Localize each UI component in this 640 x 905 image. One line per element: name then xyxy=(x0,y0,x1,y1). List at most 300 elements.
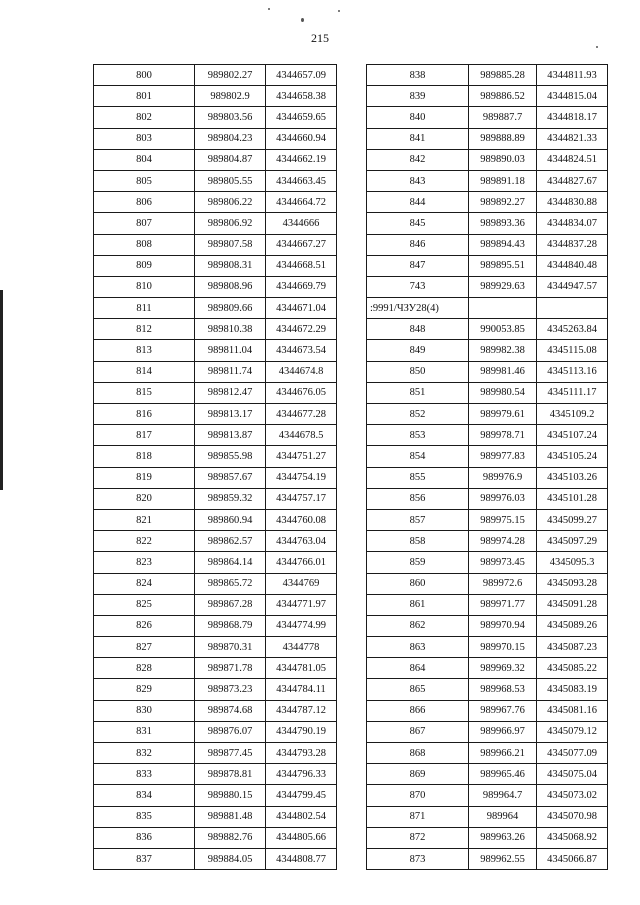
x-coordinate-cell: 989975.15 xyxy=(469,509,537,530)
table-row xyxy=(94,594,337,615)
point-number-cell: 800 xyxy=(94,65,195,86)
point-number-cell: 822 xyxy=(94,531,195,552)
point-number-cell: 828 xyxy=(94,658,195,679)
x-coordinate-cell: 989882.76 xyxy=(195,827,266,848)
table-row xyxy=(367,827,608,848)
table-row xyxy=(367,128,608,149)
point-number-cell: 860 xyxy=(367,573,469,594)
table-row xyxy=(367,340,608,361)
table-row xyxy=(367,170,608,191)
y-coordinate-cell: 4344763.04 xyxy=(266,531,337,552)
x-coordinate-cell: 989806.92 xyxy=(195,213,266,234)
point-number-cell: 826 xyxy=(94,615,195,636)
x-coordinate-cell: 989867.28 xyxy=(195,594,266,615)
point-number-cell: 842 xyxy=(367,149,469,170)
table-row xyxy=(367,149,608,170)
x-coordinate-cell: 989802.9 xyxy=(195,86,266,107)
y-coordinate-cell: 4344678.5 xyxy=(266,425,337,446)
x-coordinate-cell: 989857.67 xyxy=(195,467,266,488)
x-coordinate-cell: 989966.97 xyxy=(469,721,537,742)
point-number-cell: 823 xyxy=(94,552,195,573)
x-coordinate-cell: 989968.53 xyxy=(469,679,537,700)
table-row xyxy=(94,785,337,806)
table-row xyxy=(94,276,337,297)
y-coordinate-cell: 4345115.08 xyxy=(537,340,608,361)
y-coordinate-cell: 4345113.16 xyxy=(537,361,608,382)
scan-speck xyxy=(338,10,340,12)
x-coordinate-cell: 989893.36 xyxy=(469,213,537,234)
point-number-cell: 850 xyxy=(367,361,469,382)
table-row xyxy=(367,700,608,721)
y-coordinate-cell: 4345095.3 xyxy=(537,552,608,573)
point-number-cell: 871 xyxy=(367,806,469,827)
point-number-cell: 829 xyxy=(94,679,195,700)
x-coordinate-cell: 989979.61 xyxy=(469,404,537,425)
point-number-cell: 858 xyxy=(367,531,469,552)
x-coordinate-cell: 989871.78 xyxy=(195,658,266,679)
point-number-cell: 818 xyxy=(94,446,195,467)
coordinates-table-left xyxy=(93,64,337,870)
y-coordinate-cell: 4344815.04 xyxy=(537,86,608,107)
x-coordinate-cell: 989859.32 xyxy=(195,488,266,509)
y-coordinate-cell: 4344790.19 xyxy=(266,721,337,742)
point-number-cell: 809 xyxy=(94,255,195,276)
x-coordinate-cell: 989980.54 xyxy=(469,382,537,403)
point-number-cell: 830 xyxy=(94,700,195,721)
point-number-cell: 851 xyxy=(367,382,469,403)
point-number-cell: 810 xyxy=(94,276,195,297)
table-row xyxy=(94,488,337,509)
point-number-cell: 873 xyxy=(367,848,469,869)
x-coordinate-cell: 989811.74 xyxy=(195,361,266,382)
y-coordinate-cell: 4345081.16 xyxy=(537,700,608,721)
y-coordinate-cell: 4344663.45 xyxy=(266,170,337,191)
x-coordinate-cell: 989809.66 xyxy=(195,298,266,319)
x-coordinate-cell: 989887.7 xyxy=(469,107,537,128)
table-row xyxy=(94,149,337,170)
y-coordinate-cell: 4345105.24 xyxy=(537,446,608,467)
point-number-cell: 812 xyxy=(94,319,195,340)
scan-speck xyxy=(268,8,270,10)
y-coordinate-cell: 4344821.33 xyxy=(537,128,608,149)
y-coordinate-cell: 4344818.17 xyxy=(537,107,608,128)
table-row xyxy=(94,298,337,319)
y-coordinate-cell: 4345077.09 xyxy=(537,743,608,764)
x-coordinate-cell: 989874.68 xyxy=(195,700,266,721)
y-coordinate-cell: 4344664.72 xyxy=(266,192,337,213)
point-number-cell: 862 xyxy=(367,615,469,636)
x-coordinate-cell: 989886.52 xyxy=(469,86,537,107)
point-number-cell: 814 xyxy=(94,361,195,382)
table-row xyxy=(367,382,608,403)
point-number-cell: 811 xyxy=(94,298,195,319)
point-number-cell: 856 xyxy=(367,488,469,509)
x-coordinate-cell: 989964.7 xyxy=(469,785,537,806)
table-row xyxy=(94,721,337,742)
table-row xyxy=(94,213,337,234)
table-row xyxy=(94,340,337,361)
coordinates-table-right-body xyxy=(367,65,608,870)
y-coordinate-cell: 4344784.11 xyxy=(266,679,337,700)
x-coordinate-cell: 989868.79 xyxy=(195,615,266,636)
x-coordinate-cell: 989855.98 xyxy=(195,446,266,467)
table-row xyxy=(94,255,337,276)
x-coordinate-cell: 989876.07 xyxy=(195,721,266,742)
y-coordinate-cell: 4344947.57 xyxy=(537,276,608,297)
table-row xyxy=(367,213,608,234)
y-coordinate-cell: 4344805.66 xyxy=(266,827,337,848)
y-coordinate-cell: 4345109.2 xyxy=(537,404,608,425)
point-number-cell: 865 xyxy=(367,679,469,700)
x-coordinate-cell: 989803.56 xyxy=(195,107,266,128)
table-row xyxy=(94,361,337,382)
point-number-cell: :9991/ЧЗУ28(4) xyxy=(367,298,469,319)
x-coordinate-cell: 989812.47 xyxy=(195,382,266,403)
x-coordinate-cell: 989964 xyxy=(469,806,537,827)
table-row xyxy=(94,552,337,573)
y-coordinate-cell: 4344834.07 xyxy=(537,213,608,234)
x-coordinate-cell: 989972.6 xyxy=(469,573,537,594)
table-row xyxy=(367,721,608,742)
x-coordinate-cell: 989885.28 xyxy=(469,65,537,86)
point-number-cell: 866 xyxy=(367,700,469,721)
y-coordinate-cell: 4344778 xyxy=(266,637,337,658)
point-number-cell: 804 xyxy=(94,149,195,170)
y-coordinate-cell: 4344673.54 xyxy=(266,340,337,361)
y-coordinate-cell: 4345085.22 xyxy=(537,658,608,679)
y-coordinate-cell: 4345103.26 xyxy=(537,467,608,488)
x-coordinate-cell: 989877.45 xyxy=(195,743,266,764)
table-row xyxy=(94,192,337,213)
y-coordinate-cell: 4345075.04 xyxy=(537,764,608,785)
table-row xyxy=(367,255,608,276)
x-coordinate-cell: 989971.77 xyxy=(469,594,537,615)
y-coordinate-cell: 4344766.01 xyxy=(266,552,337,573)
x-coordinate-cell: 989813.87 xyxy=(195,425,266,446)
page-number: 215 xyxy=(311,31,329,45)
y-coordinate-cell: 4345079.12 xyxy=(537,721,608,742)
table-row xyxy=(367,573,608,594)
y-coordinate-cell: 4344827.67 xyxy=(537,170,608,191)
table-row xyxy=(367,785,608,806)
x-coordinate-cell: 989894.43 xyxy=(469,234,537,255)
table-row xyxy=(94,658,337,679)
table-row xyxy=(367,594,608,615)
y-coordinate-cell: 4344793.28 xyxy=(266,743,337,764)
table-row xyxy=(94,806,337,827)
y-coordinate-cell: 4344677.28 xyxy=(266,404,337,425)
scan-speck xyxy=(301,18,304,22)
coordinates-table-right xyxy=(366,64,608,870)
point-number-cell: 848 xyxy=(367,319,469,340)
y-coordinate-cell: 4344796.33 xyxy=(266,764,337,785)
point-number-cell: 831 xyxy=(94,721,195,742)
point-number-cell: 805 xyxy=(94,170,195,191)
point-number-cell: 820 xyxy=(94,488,195,509)
y-coordinate-cell: 4345089.26 xyxy=(537,615,608,636)
x-coordinate-cell: 989870.31 xyxy=(195,637,266,658)
point-number-cell: 803 xyxy=(94,128,195,149)
y-coordinate-cell: 4344811.93 xyxy=(537,65,608,86)
point-number-cell: 832 xyxy=(94,743,195,764)
table-row xyxy=(94,509,337,530)
point-number-cell: 869 xyxy=(367,764,469,785)
x-coordinate-cell: 989802.27 xyxy=(195,65,266,86)
x-coordinate-cell: 989969.32 xyxy=(469,658,537,679)
table-row xyxy=(94,86,337,107)
x-coordinate-cell: 989981.46 xyxy=(469,361,537,382)
point-number-cell: 857 xyxy=(367,509,469,530)
table-row xyxy=(94,404,337,425)
y-coordinate-cell: 4344674.8 xyxy=(266,361,337,382)
y-coordinate-cell: 4345083.19 xyxy=(537,679,608,700)
y-coordinate-cell: 4345087.23 xyxy=(537,637,608,658)
point-number-cell: 801 xyxy=(94,86,195,107)
table-row xyxy=(367,531,608,552)
point-number-cell: 867 xyxy=(367,721,469,742)
x-coordinate-cell: 989890.03 xyxy=(469,149,537,170)
point-number-cell: 806 xyxy=(94,192,195,213)
y-coordinate-cell: 4344659.65 xyxy=(266,107,337,128)
point-number-cell: 870 xyxy=(367,785,469,806)
table-row xyxy=(367,467,608,488)
point-number-cell: 853 xyxy=(367,425,469,446)
y-coordinate-cell: 4345101.28 xyxy=(537,488,608,509)
point-number-cell: 825 xyxy=(94,594,195,615)
table-row xyxy=(94,848,337,869)
table-row xyxy=(94,827,337,848)
y-coordinate-cell: 4344787.12 xyxy=(266,700,337,721)
x-coordinate-cell xyxy=(469,298,537,319)
x-coordinate-cell: 989884.05 xyxy=(195,848,266,869)
table-row xyxy=(367,658,608,679)
point-number-cell: 813 xyxy=(94,340,195,361)
point-number-cell: 849 xyxy=(367,340,469,361)
point-number-cell: 846 xyxy=(367,234,469,255)
y-coordinate-cell: 4344824.51 xyxy=(537,149,608,170)
point-number-cell: 808 xyxy=(94,234,195,255)
point-number-cell: 854 xyxy=(367,446,469,467)
point-number-cell: 838 xyxy=(367,65,469,86)
y-coordinate-cell: 4344751.27 xyxy=(266,446,337,467)
x-coordinate-cell: 989881.48 xyxy=(195,806,266,827)
table-row xyxy=(94,128,337,149)
x-coordinate-cell: 989982.38 xyxy=(469,340,537,361)
x-coordinate-cell: 989976.9 xyxy=(469,467,537,488)
table-row xyxy=(367,488,608,509)
table-row xyxy=(94,679,337,700)
y-coordinate-cell: 4344660.94 xyxy=(266,128,337,149)
point-number-cell: 817 xyxy=(94,425,195,446)
x-coordinate-cell: 990053.85 xyxy=(469,319,537,340)
y-coordinate-cell: 4345070.98 xyxy=(537,806,608,827)
x-coordinate-cell: 989978.71 xyxy=(469,425,537,446)
y-coordinate-cell: 4345099.27 xyxy=(537,509,608,530)
table-row xyxy=(94,170,337,191)
x-coordinate-cell: 989862.57 xyxy=(195,531,266,552)
y-coordinate-cell: 4344840.48 xyxy=(537,255,608,276)
y-coordinate-cell: 4344658.38 xyxy=(266,86,337,107)
table-row xyxy=(367,192,608,213)
x-coordinate-cell: 989891.18 xyxy=(469,170,537,191)
y-coordinate-cell: 4345073.02 xyxy=(537,785,608,806)
x-coordinate-cell: 989806.22 xyxy=(195,192,266,213)
table-row xyxy=(94,615,337,636)
table-row xyxy=(367,615,608,636)
x-coordinate-cell: 989810.38 xyxy=(195,319,266,340)
x-coordinate-cell: 989973.45 xyxy=(469,552,537,573)
table-row xyxy=(367,107,608,128)
x-coordinate-cell: 989808.96 xyxy=(195,276,266,297)
x-coordinate-cell: 989880.15 xyxy=(195,785,266,806)
table-row xyxy=(94,573,337,594)
table-row xyxy=(367,276,608,297)
x-coordinate-cell: 989807.58 xyxy=(195,234,266,255)
table-row xyxy=(367,637,608,658)
table-row xyxy=(367,743,608,764)
point-number-cell: 836 xyxy=(94,827,195,848)
table-row xyxy=(94,319,337,340)
scan-speck xyxy=(596,46,598,48)
point-number-cell: 827 xyxy=(94,637,195,658)
table-row xyxy=(367,446,608,467)
point-number-cell: 847 xyxy=(367,255,469,276)
table-row xyxy=(367,552,608,573)
x-coordinate-cell: 989963.26 xyxy=(469,827,537,848)
table-row xyxy=(367,806,608,827)
point-number-cell: 819 xyxy=(94,467,195,488)
point-number-cell: 855 xyxy=(367,467,469,488)
table-row xyxy=(367,298,608,319)
point-number-cell: 841 xyxy=(367,128,469,149)
table-row xyxy=(94,446,337,467)
point-number-cell: 872 xyxy=(367,827,469,848)
table-row xyxy=(367,679,608,700)
x-coordinate-cell: 989974.28 xyxy=(469,531,537,552)
x-coordinate-cell: 989864.14 xyxy=(195,552,266,573)
y-coordinate-cell: 4344676.05 xyxy=(266,382,337,403)
point-number-cell: 802 xyxy=(94,107,195,128)
y-coordinate-cell: 4345066.87 xyxy=(537,848,608,869)
x-coordinate-cell: 989804.23 xyxy=(195,128,266,149)
y-coordinate-cell: 4344667.27 xyxy=(266,234,337,255)
scan-margin-bar xyxy=(0,290,3,490)
x-coordinate-cell: 989976.03 xyxy=(469,488,537,509)
point-number-cell: 837 xyxy=(94,848,195,869)
table-row xyxy=(367,509,608,530)
table-row xyxy=(367,764,608,785)
point-number-cell: 835 xyxy=(94,806,195,827)
y-coordinate-cell: 4344830.88 xyxy=(537,192,608,213)
y-coordinate-cell: 4345111.17 xyxy=(537,382,608,403)
table-row xyxy=(94,234,337,255)
y-coordinate-cell: 4344671.04 xyxy=(266,298,337,319)
point-number-cell: 863 xyxy=(367,637,469,658)
table-row xyxy=(94,467,337,488)
x-coordinate-cell: 989965.46 xyxy=(469,764,537,785)
point-number-cell: 815 xyxy=(94,382,195,403)
table-row xyxy=(367,234,608,255)
y-coordinate-cell: 4344774.99 xyxy=(266,615,337,636)
y-coordinate-cell: 4344799.45 xyxy=(266,785,337,806)
point-number-cell: 861 xyxy=(367,594,469,615)
table-row xyxy=(94,531,337,552)
x-coordinate-cell: 989860.94 xyxy=(195,509,266,530)
y-coordinate-cell: 4344669.79 xyxy=(266,276,337,297)
x-coordinate-cell: 989805.55 xyxy=(195,170,266,191)
y-coordinate-cell: 4344668.51 xyxy=(266,255,337,276)
table-row xyxy=(94,743,337,764)
x-coordinate-cell: 989966.21 xyxy=(469,743,537,764)
table-row xyxy=(367,361,608,382)
x-coordinate-cell: 989813.17 xyxy=(195,404,266,425)
point-number-cell: 868 xyxy=(367,743,469,764)
y-coordinate-cell: 4344672.29 xyxy=(266,319,337,340)
y-coordinate-cell xyxy=(537,298,608,319)
x-coordinate-cell: 989873.23 xyxy=(195,679,266,700)
x-coordinate-cell: 989970.94 xyxy=(469,615,537,636)
x-coordinate-cell: 989970.15 xyxy=(469,637,537,658)
y-coordinate-cell: 4345068.92 xyxy=(537,827,608,848)
table-row xyxy=(94,382,337,403)
y-coordinate-cell: 4345097.29 xyxy=(537,531,608,552)
point-number-cell: 852 xyxy=(367,404,469,425)
table-row xyxy=(367,319,608,340)
x-coordinate-cell: 989804.87 xyxy=(195,149,266,170)
y-coordinate-cell: 4344662.19 xyxy=(266,149,337,170)
x-coordinate-cell: 989929.63 xyxy=(469,276,537,297)
point-number-cell: 816 xyxy=(94,404,195,425)
y-coordinate-cell: 4344757.17 xyxy=(266,488,337,509)
y-coordinate-cell: 4344808.77 xyxy=(266,848,337,869)
y-coordinate-cell: 4345107.24 xyxy=(537,425,608,446)
point-number-cell: 807 xyxy=(94,213,195,234)
table-row xyxy=(94,764,337,785)
x-coordinate-cell: 989895.51 xyxy=(469,255,537,276)
x-coordinate-cell: 989865.72 xyxy=(195,573,266,594)
x-coordinate-cell: 989878.81 xyxy=(195,764,266,785)
x-coordinate-cell: 989892.27 xyxy=(469,192,537,213)
point-number-cell: 833 xyxy=(94,764,195,785)
point-number-cell: 845 xyxy=(367,213,469,234)
y-coordinate-cell: 4344771.97 xyxy=(266,594,337,615)
table-row xyxy=(94,425,337,446)
table-row xyxy=(367,425,608,446)
coordinates-table-left-body xyxy=(94,65,337,870)
y-coordinate-cell: 4344754.19 xyxy=(266,467,337,488)
y-coordinate-cell: 4345263.84 xyxy=(537,319,608,340)
point-number-cell: 834 xyxy=(94,785,195,806)
y-coordinate-cell: 4344802.54 xyxy=(266,806,337,827)
point-number-cell: 821 xyxy=(94,509,195,530)
y-coordinate-cell: 4344760.08 xyxy=(266,509,337,530)
x-coordinate-cell: 989808.31 xyxy=(195,255,266,276)
x-coordinate-cell: 989967.76 xyxy=(469,700,537,721)
table-row xyxy=(367,65,608,86)
table-row xyxy=(94,107,337,128)
table-row xyxy=(94,700,337,721)
point-number-cell: 839 xyxy=(367,86,469,107)
y-coordinate-cell: 4345093.28 xyxy=(537,573,608,594)
x-coordinate-cell: 989811.04 xyxy=(195,340,266,361)
y-coordinate-cell: 4344781.05 xyxy=(266,658,337,679)
table-row xyxy=(94,65,337,86)
x-coordinate-cell: 989962.55 xyxy=(469,848,537,869)
point-number-cell: 840 xyxy=(367,107,469,128)
point-number-cell: 824 xyxy=(94,573,195,594)
table-row xyxy=(367,86,608,107)
y-coordinate-cell: 4344666 xyxy=(266,213,337,234)
